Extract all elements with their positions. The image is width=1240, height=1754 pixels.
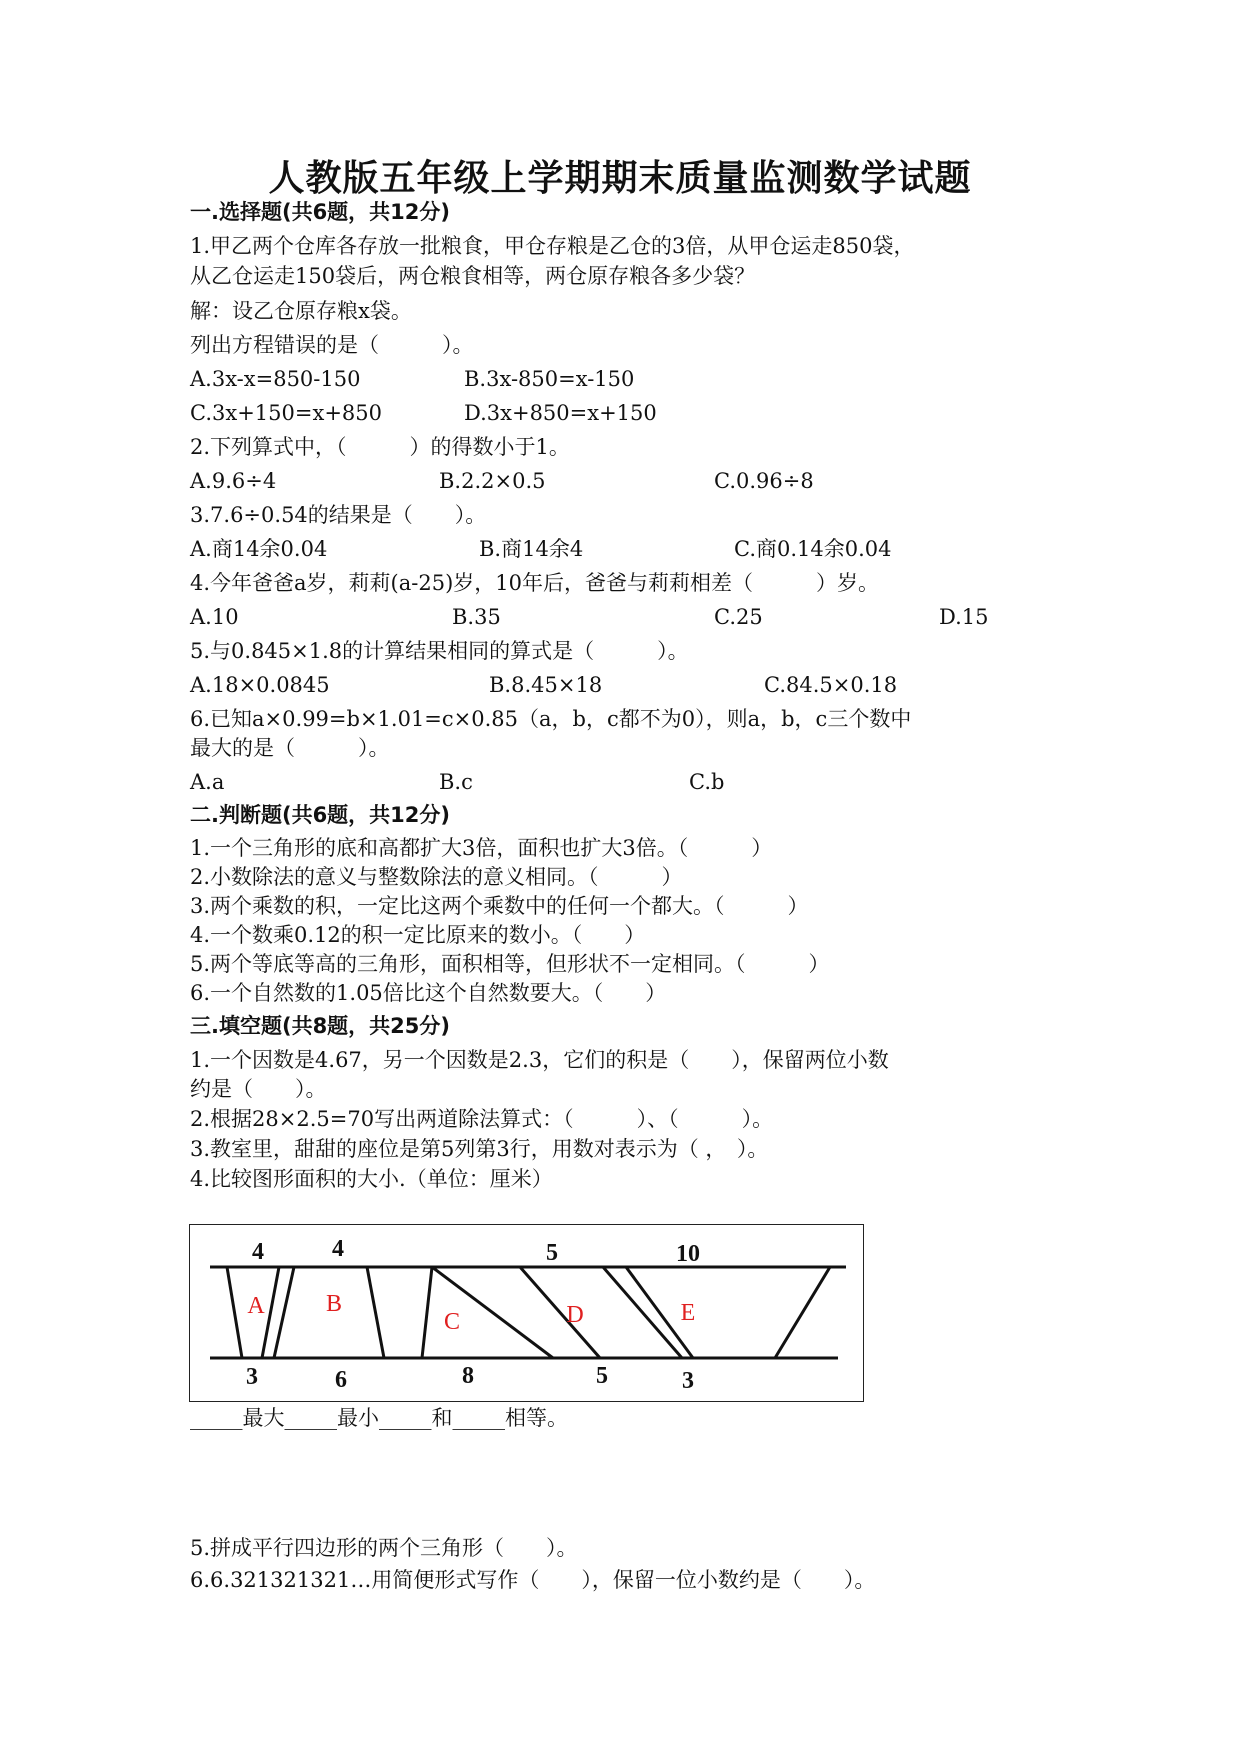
top-length-label: 5	[546, 1240, 558, 1266]
bottom-length-label: 3	[246, 1364, 258, 1390]
section-heading-choice: 一.选择题(共6题，共12分)	[190, 200, 451, 224]
q5-option-c: C.84.5×0.18	[764, 673, 898, 697]
shape-label-b: B	[325, 1291, 343, 1317]
q1-line2: 从乙仓运走150袋后，两仓粮食相等，两仓原存粮各多少袋？	[190, 264, 756, 288]
bottom-length-label: 8	[462, 1363, 474, 1389]
shapes-figure-svg	[190, 1225, 865, 1403]
judge-item: 4.一个数乘0.12的积一定比原来的数小。（ ）	[190, 923, 646, 947]
top-length-label: 4	[252, 1239, 264, 1265]
judge-item: 2.小数除法的意义与整数除法的意义相同。（ ）	[190, 865, 683, 889]
shape-d-right-edge	[603, 1267, 682, 1358]
bottom-length-label: 5	[596, 1363, 608, 1389]
q6-option-a: A.a	[190, 770, 225, 794]
q6-options	[190, 768, 1090, 796]
shape-d-left-edge	[520, 1267, 600, 1358]
fill-q3: 3.教室里，甜甜的座位是第5列第3行，用数对表示为（ ， ）。	[190, 1137, 769, 1161]
q5-options	[190, 671, 1090, 699]
fill-q4: 4.比较图形面积的大小.（单位：厘米）	[190, 1167, 553, 1191]
q2-option-b: B.2.2×0.5	[439, 469, 546, 493]
q3-options	[190, 535, 1090, 563]
shape-label-a: A	[247, 1293, 265, 1319]
q4-option-a: A.10	[190, 605, 239, 629]
q2-option-c: C.0.96÷8	[714, 469, 814, 493]
shapes-figure	[189, 1224, 864, 1402]
shape-a-left-edge	[227, 1267, 242, 1358]
shape-b-right-edge	[367, 1267, 384, 1358]
q6-line1: 6.已知a×0.99=b×1.01=c×0.85（a，b，c都不为0），则a，b，c三个数中	[190, 707, 912, 731]
fill-q4-answer: _____最大_____最小_____和_____相等。	[190, 1406, 568, 1430]
judge-item: 5.两个等底等高的三角形，面积相等，但形状不一定相同。（ ）	[190, 952, 830, 976]
q2-text: 2.下列算式中，（ ）的得数小于1。	[190, 435, 570, 459]
q6-option-c: C.b	[689, 770, 725, 794]
q1-options-row2	[190, 399, 1090, 427]
q5-option-b: B.8.45×18	[489, 673, 603, 697]
q3-option-b: B.商14余4	[479, 537, 584, 561]
q1-line3: 解：设乙仓原存粮x袋。	[190, 299, 412, 323]
q2-option-a: A.9.6÷4	[190, 469, 277, 493]
top-length-label: 10	[676, 1241, 700, 1267]
q3-option-c: C.商0.14余0.04	[734, 537, 892, 561]
page-title: 人教版五年级上学期期末质量监测数学试题	[268, 158, 972, 199]
fill-q6: 6.6.321321321…用简便形式写作（ ），保留一位小数约是（ ）。	[190, 1568, 876, 1592]
shape-label-c: C	[443, 1309, 461, 1335]
fill-q5: 5.拼成平行四边形的两个三角形（ ）。	[190, 1536, 578, 1560]
top-length-label: 4	[332, 1236, 344, 1262]
q2-options	[190, 467, 1090, 495]
shape-e-right-edge	[775, 1267, 830, 1358]
section-heading-judge: 二.判断题(共6题，共12分)	[190, 803, 451, 827]
shape-label-d: D	[566, 1302, 584, 1328]
q1-option-c: C.3x+150=x+850	[190, 401, 382, 425]
fill-q1-line2: 约是（ ）。	[190, 1077, 327, 1101]
bottom-length-label: 3	[682, 1368, 694, 1394]
q1-option-d: D.3x+850=x+150	[464, 401, 657, 425]
q1-option-a: A.3x-x=850-150	[190, 367, 361, 391]
shape-label-e: E	[680, 1300, 696, 1326]
section-heading-fill: 三.填空题(共8题，共25分)	[190, 1014, 451, 1038]
q4-option-c: C.25	[714, 605, 763, 629]
q1-line4: 列出方程错误的是（ ）。	[190, 333, 474, 357]
bottom-length-label: 6	[335, 1367, 347, 1393]
judge-item: 3.两个乘数的积，一定比这两个乘数中的任何一个都大。（ ）	[190, 894, 809, 918]
q5-option-a: A.18×0.0845	[190, 673, 330, 697]
q5-text: 5.与0.845×1.8的计算结果相同的算式是（ ）。	[190, 639, 689, 663]
q1-line1: 1.甲乙两个仓库各存放一批粮食，甲仓存粮是乙仓的3倍，从甲仓运走850袋，	[190, 234, 915, 258]
q4-option-d: D.15	[939, 605, 989, 629]
q1-options-row1	[190, 365, 1090, 393]
q3-option-a: A.商14余0.04	[190, 537, 328, 561]
q3-text: 3.7.6÷0.54的结果是（ ）。	[190, 503, 487, 527]
fill-q2: 2.根据28×2.5=70写出两道除法算式：（ ）、（ ）。	[190, 1107, 774, 1131]
q6-option-b: B.c	[439, 770, 473, 794]
judge-item: 6.一个自然数的1.05倍比这个自然数要大。（ ）	[190, 981, 667, 1005]
q4-option-b: B.35	[452, 605, 501, 629]
q1-option-b: B.3x-850=x-150	[464, 367, 635, 391]
judge-item: 1.一个三角形的底和高都扩大3倍，面积也扩大3倍。（ ）	[190, 836, 773, 860]
q6-line2: 最大的是（ ）。	[190, 736, 390, 760]
q4-text: 4.今年爸爸a岁，莉莉(a-25)岁，10年后，爸爸与莉莉相差（ ）岁。	[190, 571, 879, 595]
q4-options	[190, 603, 1090, 631]
fill-q1-line1: 1.一个因数是4.67，另一个因数是2.3，它们的积是（ ），保留两位小数	[190, 1048, 889, 1072]
shape-c-left-edge	[422, 1267, 432, 1358]
